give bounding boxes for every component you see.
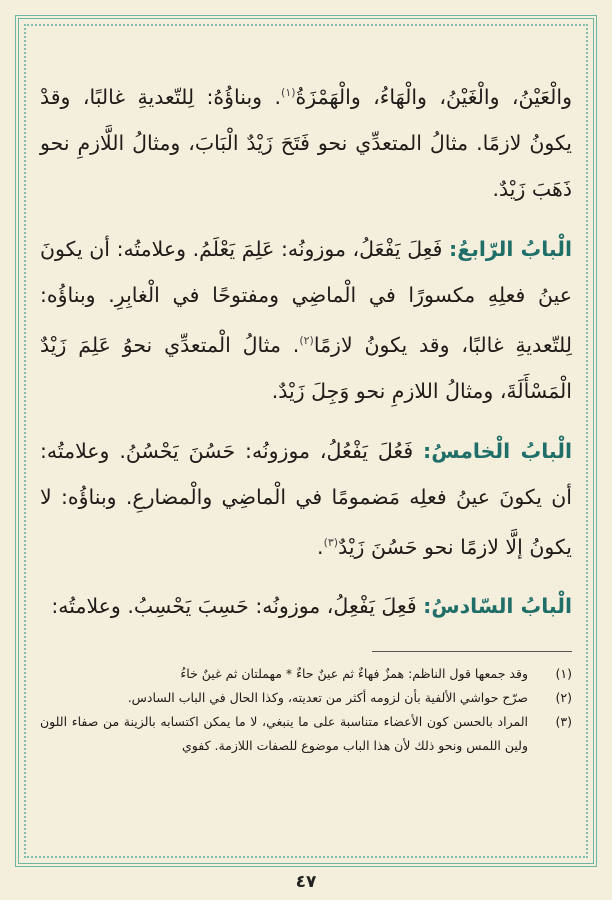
paragraph — [40, 226, 572, 414]
footnote-text: صرّح حواشي الألفية بأن لزومه أكثر من تعديته، وكذا الحال في الباب السادس. — [127, 690, 528, 706]
paragraph — [40, 70, 572, 212]
footnote — [40, 662, 572, 686]
paragraph-text: فَعِلَ يَفْعِلُ، موزونُه: حَسِبَ يَحْسِبُ. وعلامتُه: — [51, 594, 424, 619]
footnote-number: (٣) — [555, 714, 572, 730]
footnote-marker: (٣) — [323, 535, 339, 549]
footnotes — [40, 662, 572, 758]
paragraph-text: والْعَيْنُ، والْغَيْنُ، والْهَاءُ، والْهَمْزَةُ — [295, 84, 573, 109]
paragraph-text: . مثالُ الْمتعدِّي نحوُ عَلِمَ زَيْدٌ الْمَسْأَلَةَ، ومثالُ اللازمِ نحو وَجِلَ زَيْدٌ. — [40, 332, 572, 403]
footnote — [40, 686, 572, 710]
paragraph-text: . وبناؤُهُ: لِلتّعديةِ غالبًا، وقدْ يكونُ لازمًا. مثالُ المتعدِّي نحو فَتَحَ زَيْدٌ الْبَابَ، ومثالُ اللَّازمِ نحو ذَهَبَ زَيْدٌ. — [40, 84, 572, 201]
page-number: ٤٧ — [295, 872, 317, 892]
section-heading: الْبابُ الرّابعُ: — [449, 236, 572, 261]
footnote-number: (١) — [555, 666, 572, 682]
footnote-text: المراد بالحسن كون الأعضاء متناسبة على ما ينبغي، لا ما يمكن اكتسابه بالزينة من صفاء اللون ولين اللمس ونحو ذلك لأن هذا الباب موضوع للصفات اللازمة. كفوي — [40, 714, 528, 754]
section-heading: الْبابُ السّادسُ: — [423, 594, 572, 619]
paragraph-text: . — [317, 534, 324, 559]
paragraph-text: فَعُلَ يَفْعُلُ، موزونُه: حَسُنَ يَحْسُنُ. وعلامتُه: أن يكونَ عينُ فعلِه مَضمومًا في الْماضِي والْمضارعِ. وبناؤُه: لا يكونُ إلَّا لازمًا نحو حَسُنَ زَيْدٌ — [40, 438, 572, 559]
footnote-marker: (١) — [281, 86, 296, 99]
section-heading: الْبابُ الْخامسُ: — [423, 438, 573, 463]
paragraph — [40, 428, 572, 570]
footnote — [40, 710, 572, 758]
paragraph-text: فَعِلَ يَفْعَلُ، موزونُه: عَلِمَ يَعْلَمُ. وعلامتُه: أن يكونَ عينُ فعلِهِ مكسورًا في الْماضِي ومفتوحًا في الْغابِرِ. وبناؤُه: لِلتّعديةِ غالبًا، وقد يكونُ لازمًا — [40, 236, 573, 357]
main-text — [40, 70, 572, 629]
page-body — [40, 70, 572, 850]
paragraph — [40, 583, 572, 629]
footnote-divider — [372, 651, 572, 652]
footnote-text: وقد جمعها قول الناظم: همزٌ فهاءٌ ثم عينٌ حاءٌ * مهملتان ثم غينٌ خاءُ — [180, 666, 528, 682]
footnote-number: (٢) — [555, 690, 572, 706]
footnote-marker: (٢) — [299, 333, 314, 347]
